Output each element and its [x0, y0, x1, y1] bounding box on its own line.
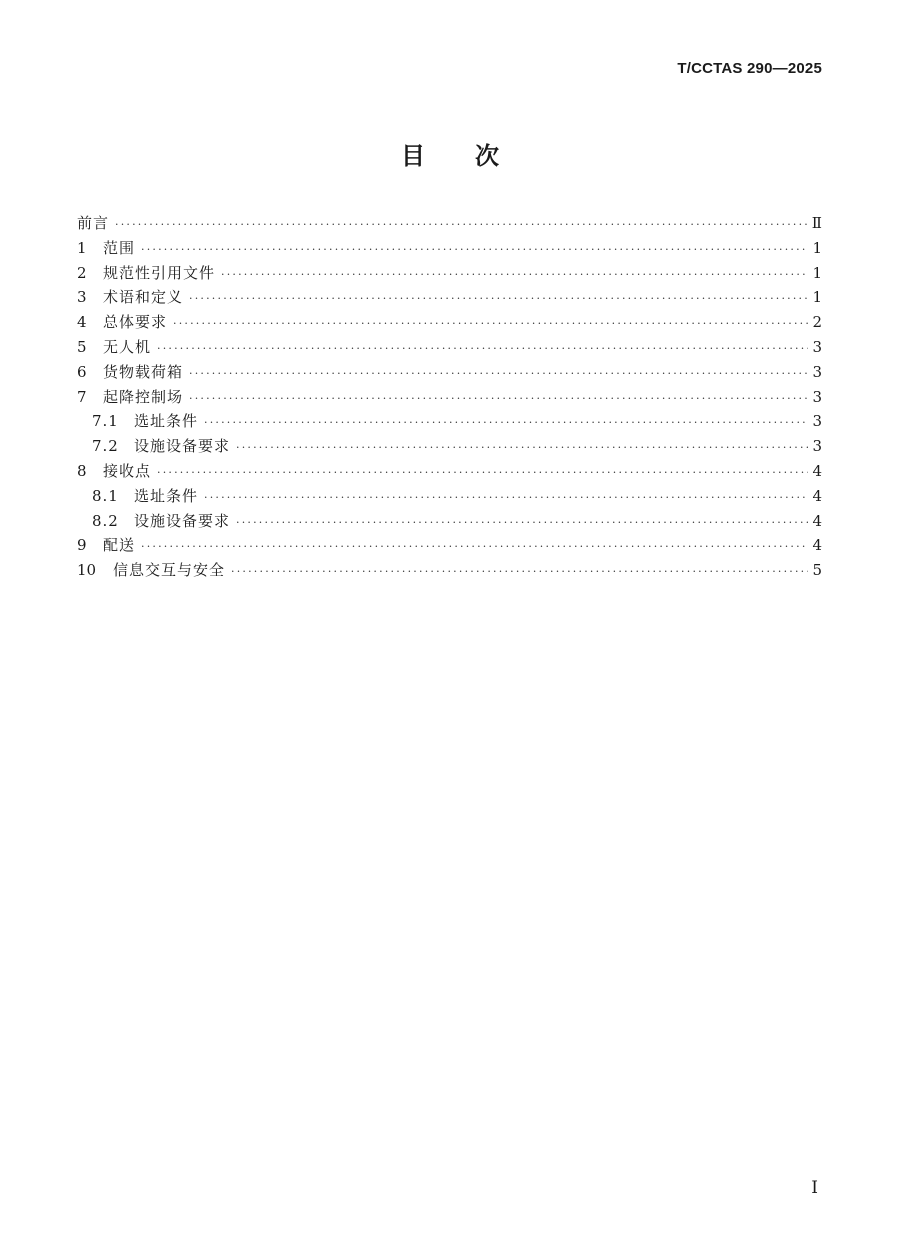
toc-entry-number: 6 [77, 362, 87, 381]
toc-entry-page: 3 [812, 362, 822, 381]
toc-entry-label: 接收点 [103, 461, 152, 480]
toc-entry-label: 总体要求 [103, 313, 168, 332]
toc-entry-page: Ⅱ [811, 214, 822, 232]
toc-entry-number: 1 [77, 238, 87, 257]
toc-entry-6[interactable] [77, 360, 822, 385]
toc-entry-7-1[interactable] [77, 409, 822, 434]
toc-entry-number: 4 [77, 313, 87, 332]
toc-entry-7[interactable] [77, 385, 822, 410]
toc-dot-leader [189, 362, 808, 387]
toc-entry-label: 货物载荷箱 [103, 362, 184, 381]
toc-entry-2[interactable] [77, 261, 822, 286]
toc-entry-label: 信息交互与安全 [113, 561, 226, 580]
toc-entry-page: 3 [812, 412, 822, 431]
toc-entry-page: 2 [812, 313, 822, 332]
toc-entry-number: 8.2 [92, 511, 119, 530]
toc-dot-leader [157, 461, 808, 486]
toc-entry-number: 3 [77, 288, 87, 307]
toc-entry-3[interactable] [77, 285, 822, 310]
toc-dot-leader [221, 263, 808, 288]
toc-title [0, 136, 900, 171]
document-code: T/CCTAS 290—2025 [677, 60, 822, 77]
toc-entry-number: 8 [77, 461, 87, 480]
toc-entry-number: 2 [77, 263, 87, 282]
toc-dot-leader [204, 486, 808, 511]
toc-entry-8-2[interactable] [77, 509, 822, 534]
toc-entry-4[interactable] [77, 310, 822, 335]
toc-entry-page: 1 [812, 263, 822, 282]
toc-entry-10[interactable] [77, 558, 822, 583]
toc-entry-8-1[interactable] [77, 484, 822, 509]
toc-dot-leader [236, 511, 808, 536]
toc-dot-leader [141, 238, 808, 263]
toc-dot-leader [115, 213, 808, 238]
toc-entry-7-2[interactable] [77, 434, 822, 459]
toc-title-part2: 次 [475, 142, 499, 170]
toc-dot-leader [204, 411, 808, 436]
toc-entry-5[interactable] [77, 335, 822, 360]
toc-dot-leader [236, 436, 808, 461]
toc-entry-page: 4 [812, 536, 822, 555]
toc-entry-page: 1 [812, 288, 822, 307]
toc-dot-leader [189, 387, 808, 412]
toc-entry-9[interactable] [77, 533, 822, 558]
toc-entry-label: 选址条件 [134, 412, 199, 431]
toc-entry-page: 5 [812, 561, 822, 580]
toc-entry-page: 4 [812, 486, 822, 505]
toc-entry-page: 4 [812, 461, 822, 480]
table-of-contents [77, 211, 822, 583]
toc-entry-label: 配送 [103, 536, 136, 555]
toc-entry-label: 起降控制场 [103, 387, 184, 406]
toc-dot-leader [157, 337, 808, 362]
toc-entry-label: 范围 [103, 238, 136, 257]
toc-entry-page: 3 [812, 437, 822, 456]
toc-dot-leader [173, 312, 808, 337]
toc-entry-number: 7 [77, 387, 87, 406]
toc-entry-8[interactable] [77, 459, 822, 484]
toc-entry-number: 7.1 [92, 412, 119, 431]
toc-entry-number: 7.2 [92, 437, 119, 456]
toc-entry-label: 无人机 [103, 337, 152, 356]
toc-dot-leader [231, 560, 808, 585]
toc-entry-number: 10 [77, 561, 97, 580]
toc-dot-leader [141, 535, 808, 560]
toc-entry-number: 5 [77, 337, 87, 356]
toc-entry-number: 8.1 [92, 486, 119, 505]
toc-entry-label: 设施设备要求 [134, 511, 231, 530]
toc-entry-label: 设施设备要求 [134, 437, 231, 456]
toc-entry-label: 规范性引用文件 [103, 263, 216, 282]
toc-entry-label: 选址条件 [134, 486, 199, 505]
toc-dot-leader [189, 287, 808, 312]
toc-entry-number: 9 [77, 536, 87, 555]
toc-entry-page: 3 [812, 387, 822, 406]
toc-entry-label: 前言 [77, 214, 110, 232]
toc-entry-page: 3 [812, 337, 822, 356]
toc-entry-1[interactable] [77, 236, 822, 261]
toc-title-part1: 目 [401, 142, 425, 170]
toc-entry-label: 术语和定义 [103, 288, 184, 307]
toc-entry-foreword[interactable] [77, 211, 822, 236]
page-number: I [811, 1178, 818, 1198]
toc-entry-page: 1 [812, 238, 822, 257]
toc-entry-page: 4 [812, 511, 822, 530]
